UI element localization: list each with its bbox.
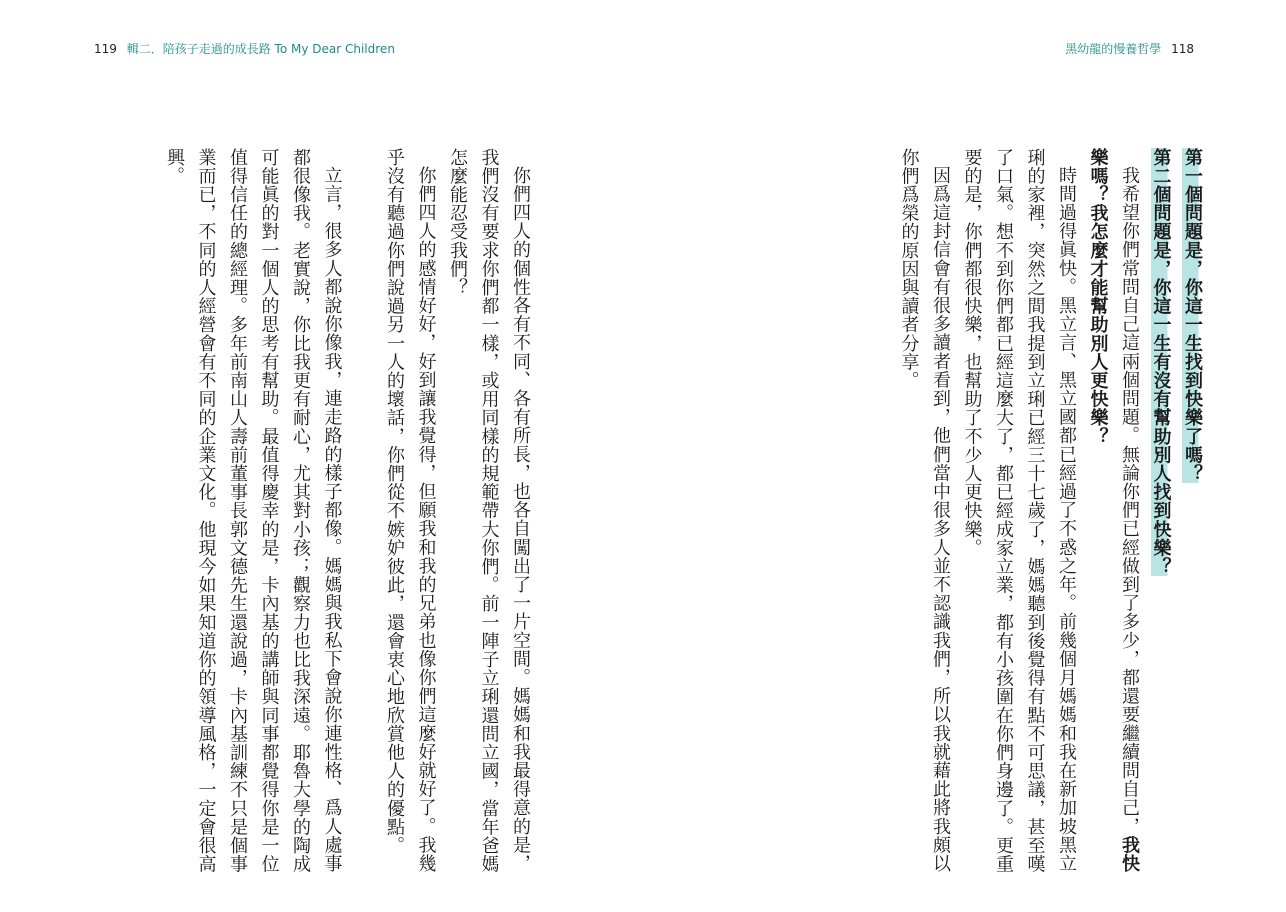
paragraph-text: 因爲這封信會有很多讀者看到，他們當中很多人並不認識我們，所以我就藉此將我頗以你們爲榮的原因與讀者分享。 (898, 148, 951, 873)
paragraph-text: 你們四人的個性各有不同、各有所長，也各自闖出了一片空間。媽媽和我最得意的是，我們沒有要求你們都一樣，或用同樣的規範帶大你們。前一陣子立琍還問立國，當年爸媽怎麼能忍受我們？ (447, 148, 531, 874)
paragraph (893, 148, 956, 883)
paragraph (956, 148, 1082, 883)
question-one (1177, 148, 1209, 883)
right-page-body (792, 148, 1208, 883)
paragraph (159, 148, 348, 883)
question-two-text: 第二個問題是，你這一生有沒有幫助別人找到快樂？ (1150, 148, 1172, 576)
paragraph-text: 時間過得眞快。黑立言、黑立國都已經過了不惑之年。前幾個月媽媽和我在新加坡黑立琍的家裡，突然之間我提到立琍已經三十七歲了，媽媽聽到後覺得有點不可思議，甚至嘆了口氣。想不到你們都已經這麼大了，都已經成家立業，都有小孩圍在你們身邊了。更重要的是，你們都很快樂，也幫助了不少人更快樂。 (961, 148, 1077, 874)
question-one-text: 第一個問題是，你這一生找到快樂了嗎？ (1182, 148, 1203, 483)
right-running-title: 黑幼龍的慢養哲學 (1065, 42, 1162, 56)
left-page-number: 119 (94, 42, 117, 56)
left-running-title: 輯二．陪孩子走過的成長路 To My Dear Children (126, 42, 395, 56)
emphasis-text: 我快樂嗎？我怎麼才能幫助別人更快樂？ (1087, 148, 1140, 873)
question-two (1145, 148, 1177, 883)
running-head-right (1065, 40, 1200, 58)
running-head-left (88, 40, 395, 58)
paragraph (379, 148, 442, 883)
paragraph-text: 你們四人的感情好好，好到讓我覺得，但願我和我的兄弟也像你們這麼好就好了。我幾乎沒有聽過你們說過另一人的壞話，你們從不嫉妒彼此，還會衷心地欣賞他人的優點。 (384, 148, 437, 873)
left-page-body (86, 148, 536, 883)
paragraph (1082, 148, 1145, 883)
paragraph-text: 立言，很多人都說你像我，連走路的樣子都像。媽媽與我私下會說你連性格、爲人處事都很像我。老實說，你比我更有耐心，尤其對小孩；觀察力也比我深遠。耶魯大學的陶成可能眞的對一個人的思考有幫助。最值得慶幸的是，卡內基的講師與同事都覺得你是一位值得信任的總經理。多年前南山人壽前董事長郭文德先生還說過，卡內基訓練不只是個事業而已，不同的人經營會有不同的企業文化。他現今如果知道你的領導風格，一定會很高興。 (164, 148, 343, 874)
right-page-number: 118 (1171, 42, 1194, 56)
paragraph-text: 我希望你們常問自己這兩個問題。無論你們已經做到了多少，都還要繼續問自己， (1119, 166, 1140, 836)
paragraph (442, 148, 537, 883)
